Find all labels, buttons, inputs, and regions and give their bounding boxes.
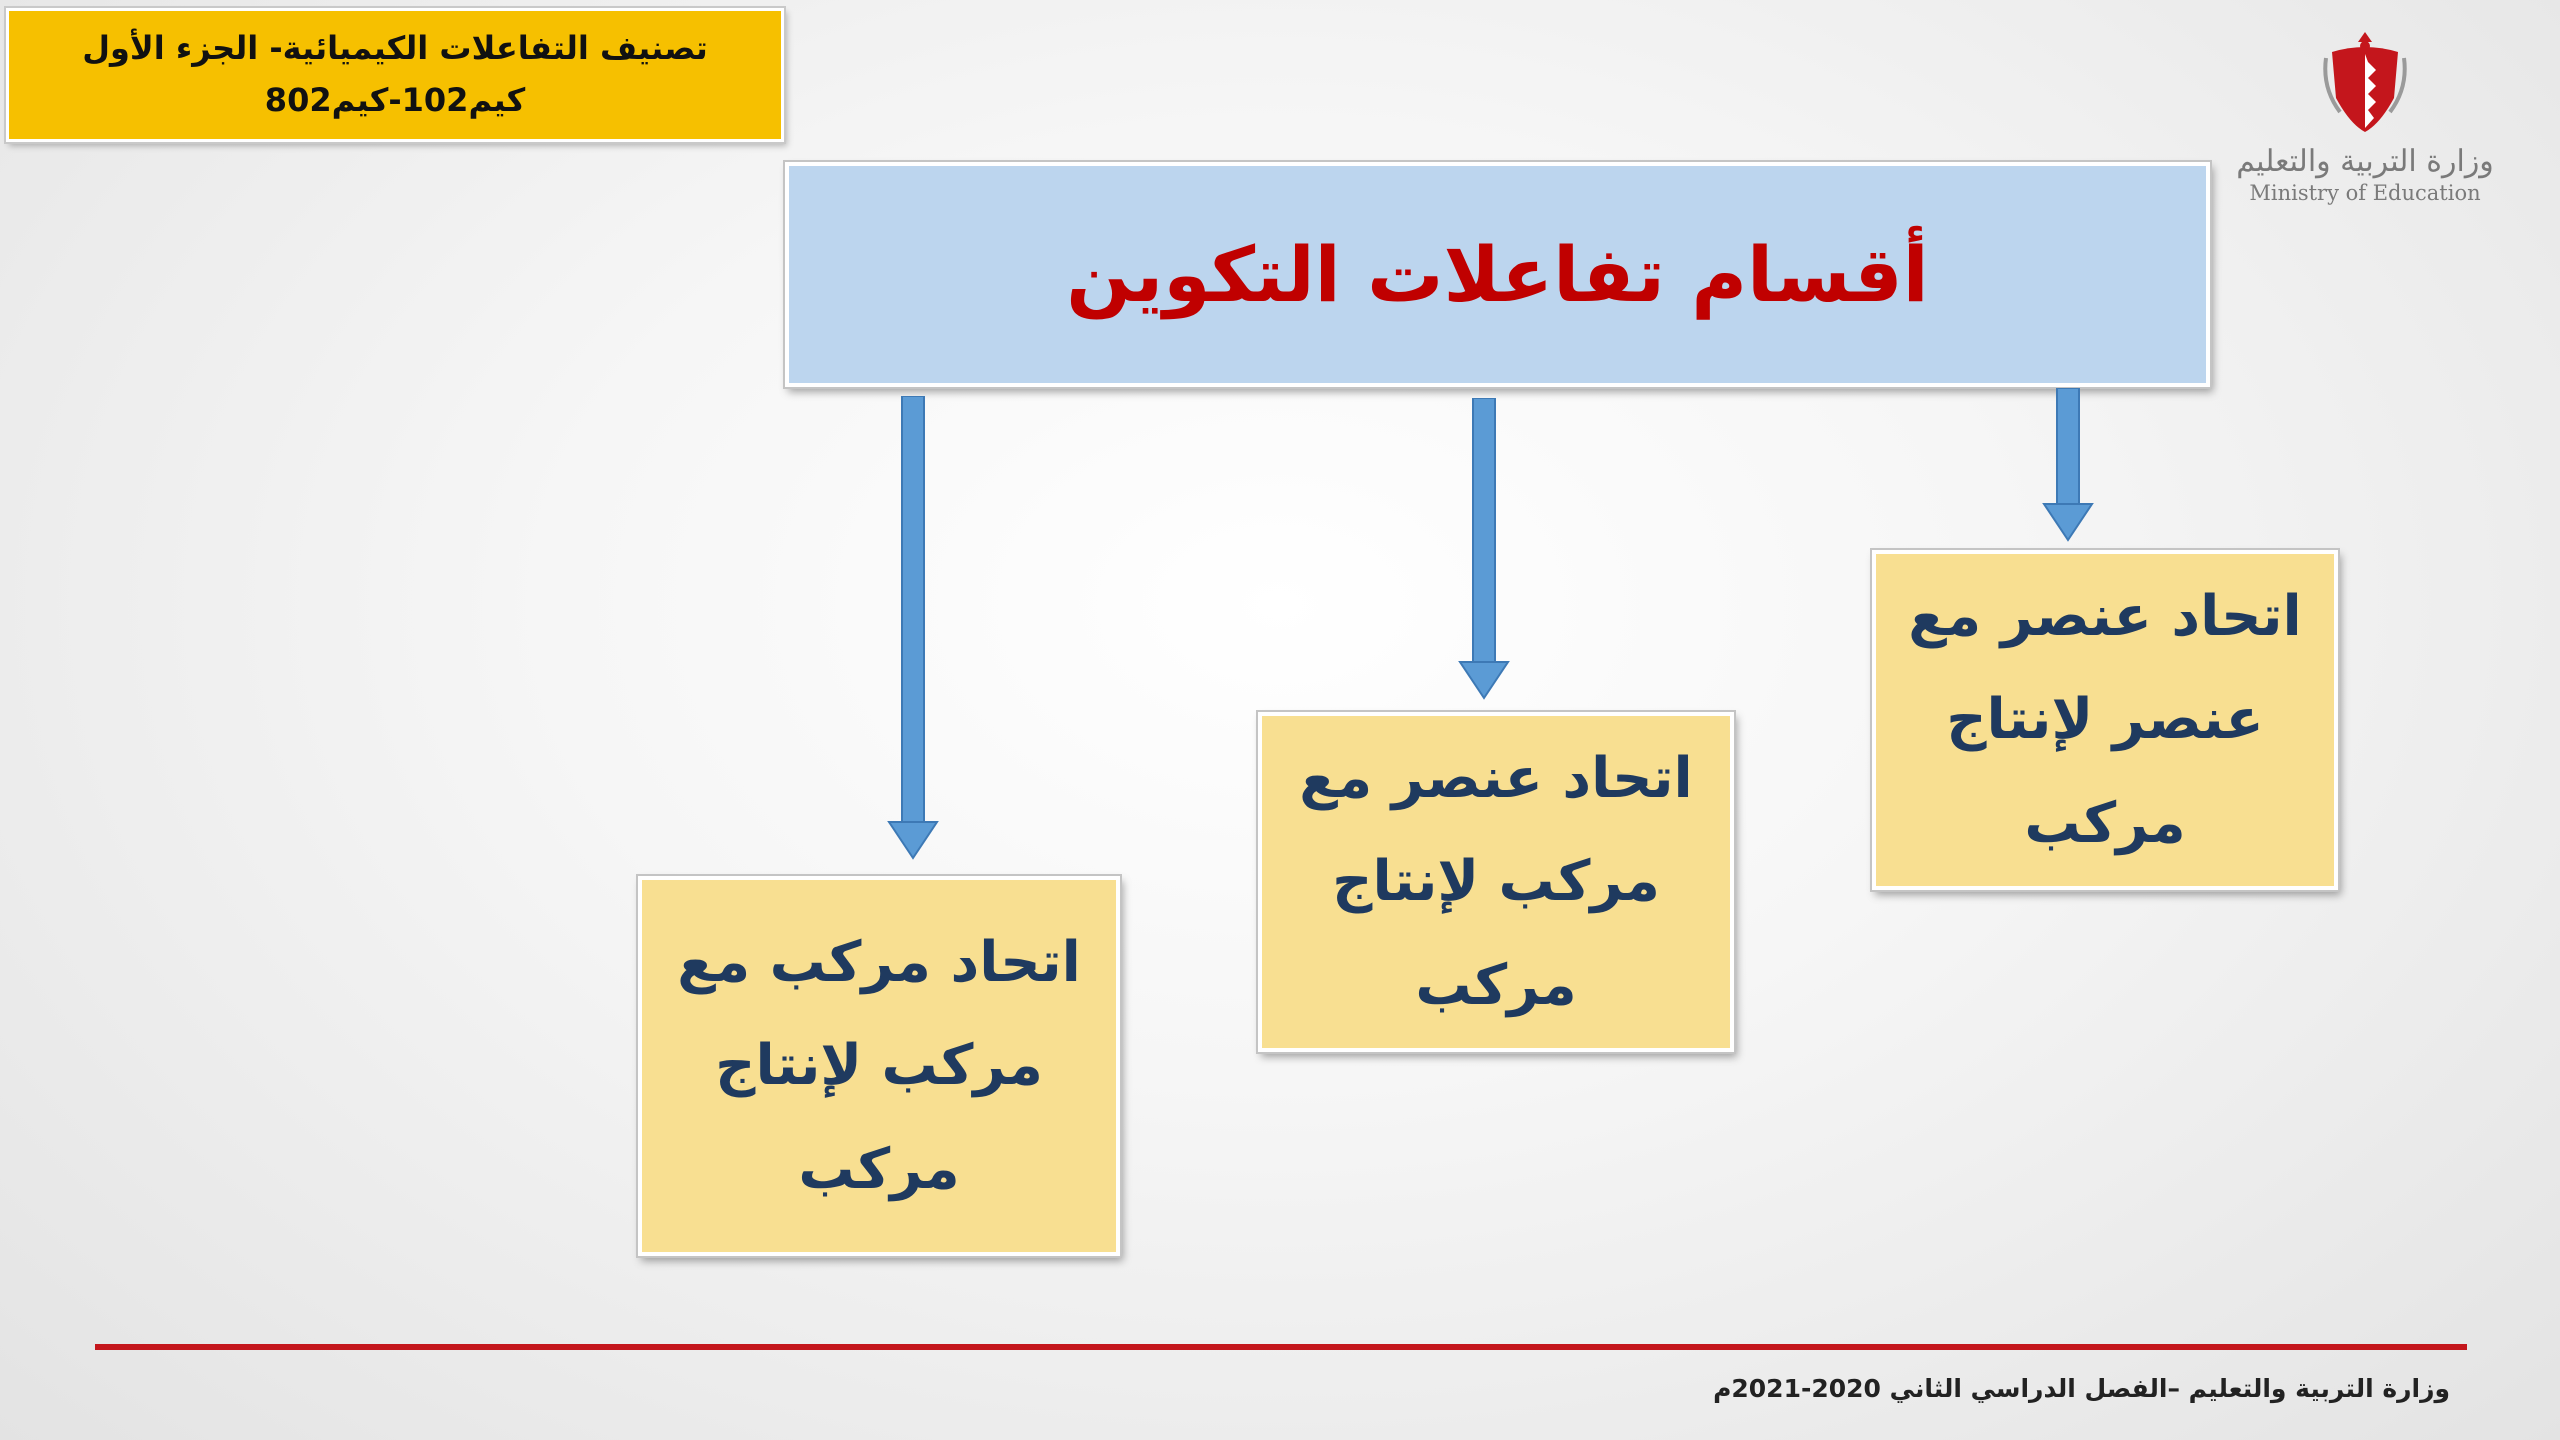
ministry-name-english: Ministry of Education xyxy=(2249,181,2481,205)
arrow-down-icon xyxy=(887,396,939,860)
child-node-label: اتحاد عنصر مع مركب لإنتاج مركب xyxy=(1299,745,1693,1018)
course-code: كيم102-كيم802 xyxy=(264,81,526,119)
footer-divider xyxy=(95,1344,2467,1350)
child-node-compound-compound xyxy=(638,876,1120,1256)
lesson-title-tag xyxy=(6,8,784,142)
child-node-element-compound xyxy=(1258,712,1734,1052)
arrow-down-icon xyxy=(2042,388,2094,542)
root-node-label: أقسام تفاعلات التكوين xyxy=(1066,230,1929,319)
footer-text: وزارة التربية والتعليم –الفصل الدراسي الثاني 2020-2021م xyxy=(1713,1374,2450,1403)
lesson-title: تصنيف التفاعلات الكيميائية- الجزء الأول xyxy=(82,29,708,67)
child-node-element-element xyxy=(1872,550,2338,890)
emblem-icon xyxy=(2320,28,2410,138)
child-node-label: اتحاد مركب مع مركب لإنتاج مركب xyxy=(677,929,1081,1202)
ministry-logo xyxy=(2230,28,2500,238)
ministry-name-arabic: وزارة التربية والتعليم xyxy=(2236,144,2494,179)
root-node xyxy=(785,162,2210,387)
child-node-label: اتحاد عنصر مع عنصر لإنتاج مركب xyxy=(1908,583,2302,856)
arrow-down-icon xyxy=(1458,398,1510,700)
